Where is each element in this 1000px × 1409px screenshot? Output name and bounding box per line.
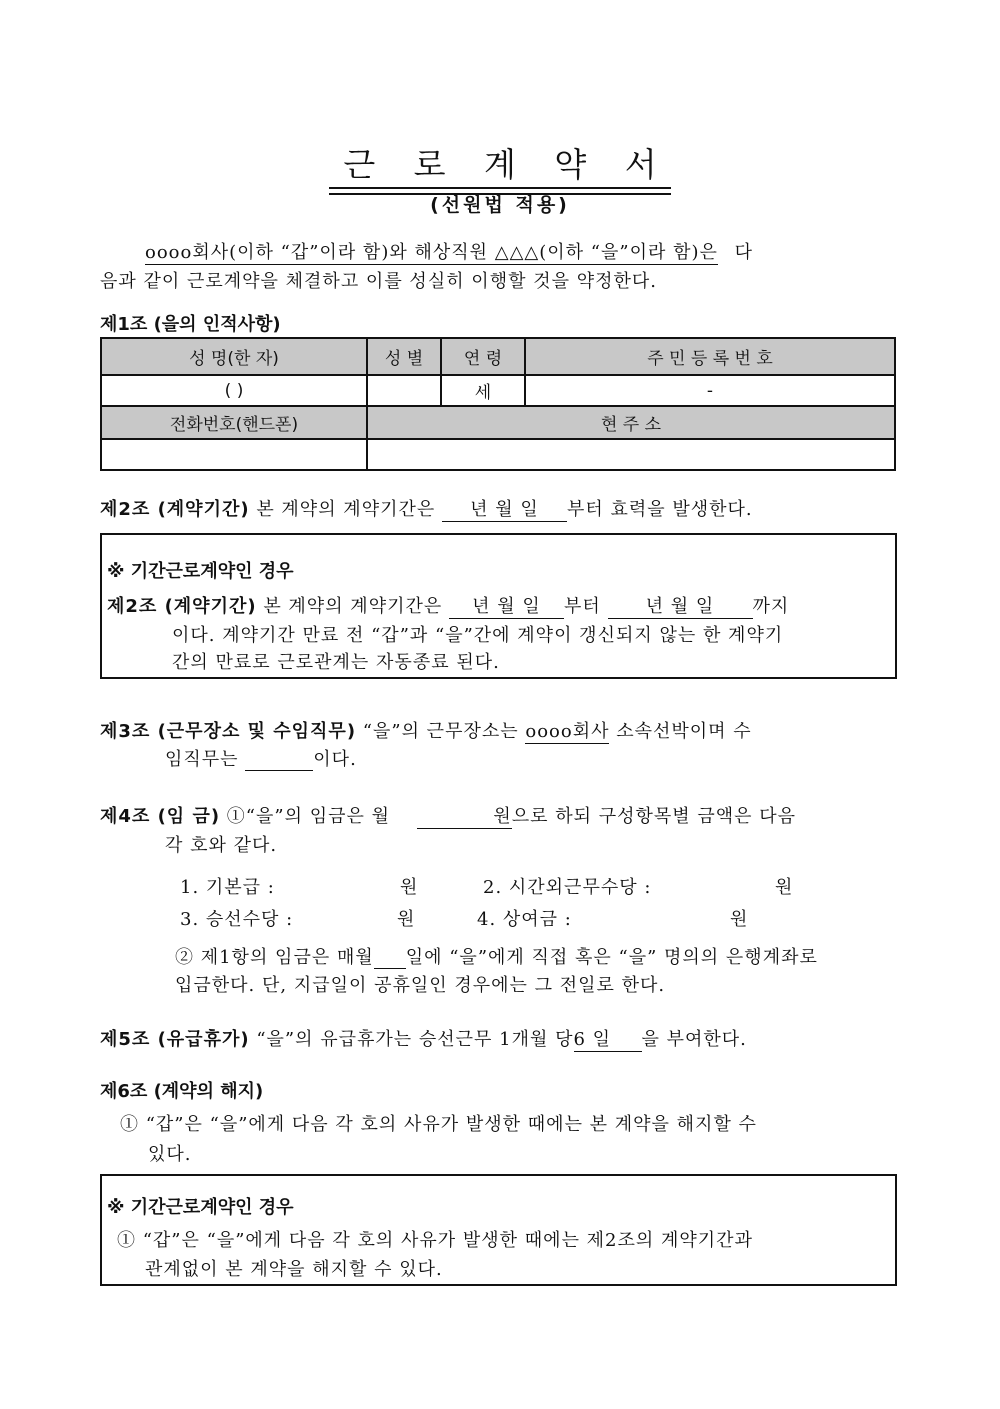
article4-line1 — [100, 802, 796, 829]
article2-date-blank[interactable]: 년 월 일 — [442, 499, 567, 522]
article2 — [100, 495, 753, 522]
article5-heading: 제5조 (유급휴가) — [100, 1029, 250, 1050]
wage-item-boarding: 3. 승선수당 : — [180, 909, 294, 930]
article5-text-pre: “을”의 유급휴가는 승선근무 1개월 당 — [256, 1029, 574, 1050]
article5-days[interactable]: 6 일 — [574, 1029, 642, 1052]
article3-duty-blank[interactable] — [245, 750, 313, 771]
article2-text-post: 부터 효력을 발생한다. — [566, 499, 753, 520]
wage-item-basic: 1. 기본급 : — [180, 877, 275, 898]
box1-end: 까지 — [752, 596, 790, 617]
article6-line1: ① “갑”은 “을”에게 다음 각 호의 사유가 발생한 때에는 본 계약을 해지할 수 — [120, 1114, 757, 1135]
article4-para2-pre: ② 제1항의 임금은 매월 — [175, 947, 374, 968]
header-sex: 성 별 — [367, 338, 441, 375]
cell-sex[interactable] — [367, 375, 441, 406]
box1-line2: 이다. 계약기간 만료 전 “갑”과 “을”간에 계약이 갱신되지 않는 한 계약기 — [172, 625, 784, 646]
resident-id-dash: - — [706, 380, 714, 401]
wage-item-basic-unit: 원 — [400, 877, 419, 898]
header-age: 연 령 — [441, 338, 525, 375]
article4-para2-line1 — [175, 943, 818, 969]
article3-duty-label: 임직무는 — [165, 749, 239, 770]
header-phone: 전화번호(핸드폰) — [101, 406, 367, 439]
intro-line2: 음과 같이 근로계약을 체결하고 이를 성실히 이행할 것을 약정한다. — [100, 271, 657, 292]
wage-item-boarding-unit: 원 — [397, 909, 416, 930]
wage-item-bonus: 4. 상여금 : — [477, 909, 572, 930]
article4-payday-blank[interactable] — [374, 948, 406, 969]
article4-para2-line2: 입금한다. 단, 지급일이 공휴일인 경우에는 그 전일로 한다. — [175, 975, 666, 996]
article4-line2: 각 호와 같다. — [165, 835, 278, 856]
cell-phone[interactable] — [101, 439, 367, 470]
article3-line1 — [100, 717, 752, 744]
wage-item-bonus-unit: 원 — [730, 909, 749, 930]
article3-text-pre: “을”의 근무장소는 — [362, 721, 519, 742]
box1-article-heading: 제2조 (계약기간) — [107, 596, 257, 617]
box1-line1 — [107, 592, 789, 619]
article4-text-pre: ①“을”의 임금은 월 — [226, 806, 390, 827]
box1-line3: 간의 만료로 근로관계는 자동종료 된다. — [172, 652, 500, 673]
header-address: 현 주 소 — [367, 406, 895, 439]
article3-line2 — [165, 745, 357, 771]
article3-line2-end: 이다. — [313, 749, 357, 770]
article4-wage-blank[interactable]: 원 — [417, 806, 512, 829]
wage-item-overtime: 2. 시간외근무수당 : — [483, 877, 652, 898]
article3-text-post: 소속선박이며 수 — [616, 721, 752, 742]
box1-text-pre: 본 계약의 계약기간은 — [263, 596, 443, 617]
age-unit: 세 — [474, 383, 492, 403]
article3-heading: 제3조 (근무장소 및 수임직무) — [100, 721, 357, 742]
header-resident-id: 주 민 등 록 번 호 — [525, 338, 895, 375]
intro-line1-end: 다 — [734, 242, 753, 263]
box2-line1: ① “갑”은 “을”에게 다음 각 호의 사유가 발생한 때에는 제2조의 계약기간과 — [117, 1230, 753, 1251]
wage-item-overtime-unit: 원 — [775, 877, 794, 898]
box2-heading: ※ 기간근로계약인 경우 — [107, 1197, 294, 1218]
fixed-term-box-1 — [100, 533, 897, 679]
intro-parties: oooo회사(이하 “갑”이라 함)와 해상직원 △△△(이하 “을”이라 함)은 — [145, 242, 718, 263]
document-subtitle: (선원법 적용) — [430, 194, 570, 216]
article2-heading: 제2조 (계약기간) — [100, 499, 250, 520]
cell-name[interactable]: ( ) — [101, 375, 367, 406]
fixed-term-box-2 — [100, 1174, 897, 1286]
personal-info-table — [100, 337, 896, 471]
intro-line1 — [145, 238, 753, 265]
article1-heading: 제1조 (을의 인적사항) — [100, 314, 281, 335]
article3-company: oooo회사 — [525, 721, 610, 742]
article5-text-post: 을 부여한다. — [641, 1029, 747, 1050]
cell-age[interactable] — [441, 375, 525, 406]
cell-resident-id[interactable] — [525, 375, 895, 406]
article2-text-pre: 본 계약의 계약기간은 — [256, 499, 436, 520]
article4-text-post: 으로 하되 구성항목별 금액은 다음 — [511, 806, 797, 827]
document-title: 근 로 계 약 서 — [0, 145, 1000, 189]
article6-line2: 있다. — [148, 1144, 192, 1165]
article4-heading: 제4조 (임 금) — [100, 806, 221, 827]
box1-heading: ※ 기간근로계약인 경우 — [107, 561, 294, 582]
cell-address[interactable] — [367, 439, 895, 470]
box2-line2: 관계없이 본 계약을 해지할 수 있다. — [145, 1259, 443, 1280]
box1-mid: 부터 — [563, 596, 601, 617]
box1-end-date[interactable]: 년 월 일 — [608, 596, 753, 619]
article6-heading: 제6조 (계약의 해지) — [100, 1081, 264, 1102]
article4-para2-post: 일에 “을”에게 직접 혹은 “을” 명의의 은행계좌로 — [405, 947, 818, 968]
article5 — [100, 1025, 747, 1052]
box1-start-date[interactable]: 년 월 일 — [449, 596, 564, 619]
header-name: 성 명(한 자) — [101, 338, 367, 375]
